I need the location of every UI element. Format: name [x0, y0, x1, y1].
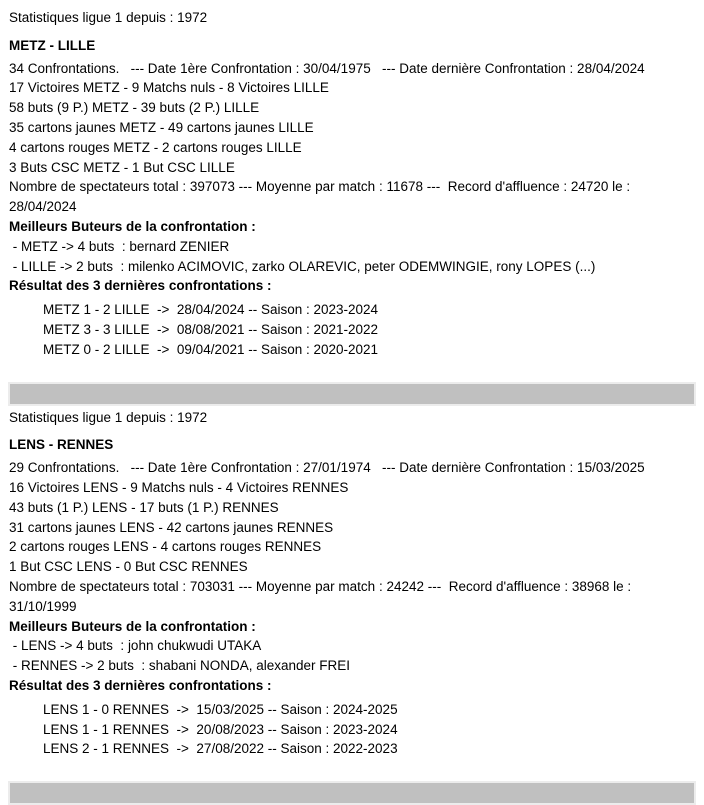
stat-line-own-goals: 3 Buts CSC METZ - 1 But CSC LILLE — [9, 159, 235, 175]
stat-line-goals: 58 buts (9 P.) METZ - 39 buts (2 P.) LILLE — [9, 100, 260, 116]
stats-list — [9, 59, 696, 217]
top-scorer-home: - METZ -> 4 buts : bernard ZENIER — [9, 238, 230, 254]
result-line: LENS 1 - 1 RENNES -> 20/08/2023 -- Saison : 2023-2024 — [43, 721, 398, 737]
top-scorers-title: Meilleurs Buteurs de la confrontation : — [9, 618, 256, 634]
stat-line-victories: 16 Victoires LENS - 9 Matchs nuls - 4 Victoires RENNES — [9, 479, 349, 495]
stat-line-yellow-cards: 31 cartons jaunes LENS - 42 cartons jaunes RENNES — [9, 519, 334, 535]
matchup-title: LENS - RENNES — [9, 437, 114, 453]
stats-list — [9, 458, 696, 616]
stat-line-goals: 43 buts (1 P.) LENS - 17 buts (1 P.) RENNES — [9, 499, 279, 515]
result-line: METZ 1 - 2 LILLE -> 28/04/2024 -- Saison : 2023-2024 — [43, 302, 379, 318]
top-scorer-away: - LILLE -> 2 buts : milenko ACIMOVIC, zarko OLAREVIC, peter ODEMWINGIE, rony LOPES (...) — [9, 258, 596, 274]
league-header: Statistiques ligue 1 depuis : 1972 — [9, 409, 208, 425]
stats-section-metz-lille — [0, 0, 704, 360]
result-line: LENS 2 - 1 RENNES -> 27/08/2022 -- Saison : 2022-2023 — [43, 741, 398, 757]
matchup-title: METZ - LILLE — [9, 37, 96, 53]
section-separator — [8, 781, 696, 805]
stat-line-own-goals: 1 But CSC LENS - 0 But CSC RENNES — [9, 559, 248, 575]
last-results-title: Résultat des 3 dernières confrontations : — [9, 677, 272, 693]
stat-line-victories: 17 Victoires METZ - 9 Matchs nuls - 8 Victoires LILLE — [9, 80, 329, 96]
stat-line-yellow-cards: 35 cartons jaunes METZ - 49 cartons jaunes LILLE — [9, 119, 314, 135]
stat-line-spectators: Nombre de spectateurs total : 397073 --- Moyenne par match : 11678 --- Record d'affluence : 24720 le : 28/04/2024 — [9, 179, 634, 215]
top-scorers-title: Meilleurs Buteurs de la confrontation : — [9, 218, 256, 234]
result-line: LENS 1 - 0 RENNES -> 15/03/2025 -- Saison : 2024-2025 — [43, 701, 398, 717]
stat-line-confrontations: 29 Confrontations. --- Date 1ère Confrontation : 27/01/1974 --- Date dernière Confrontation : 15/03/2025 — [9, 460, 645, 476]
top-scorers-list — [9, 636, 696, 676]
result-line: METZ 3 - 3 LILLE -> 08/08/2021 -- Saison : 2021-2022 — [43, 321, 379, 337]
last-results-list — [43, 300, 696, 359]
stat-line-red-cards: 2 cartons rouges LENS - 4 cartons rouges RENNES — [9, 539, 322, 555]
last-results-title: Résultat des 3 dernières confrontations : — [9, 278, 272, 294]
top-scorers-list — [9, 237, 696, 277]
top-scorer-home: - LENS -> 4 buts : john chukwudi UTAKA — [9, 638, 262, 654]
stats-section-lens-rennes — [0, 408, 704, 760]
stat-line-red-cards: 4 cartons rouges METZ - 2 cartons rouges LILLE — [9, 139, 302, 155]
top-scorer-away: - RENNES -> 2 buts : shabani NONDA, alexander FREI — [9, 658, 351, 674]
stat-line-spectators: Nombre de spectateurs total : 703031 --- Moyenne par match : 24242 --- Record d'affluence : 38968 le : 31/10/1999 — [9, 578, 635, 614]
result-line: METZ 0 - 2 LILLE -> 09/04/2021 -- Saison : 2020-2021 — [43, 341, 379, 357]
stat-line-confrontations: 34 Confrontations. --- Date 1ère Confrontation : 30/04/1975 --- Date dernière Confrontation : 28/04/2024 — [9, 60, 645, 76]
league-header: Statistiques ligue 1 depuis : 1972 — [9, 10, 208, 25]
last-results-list — [43, 700, 696, 759]
section-separator — [8, 382, 696, 406]
